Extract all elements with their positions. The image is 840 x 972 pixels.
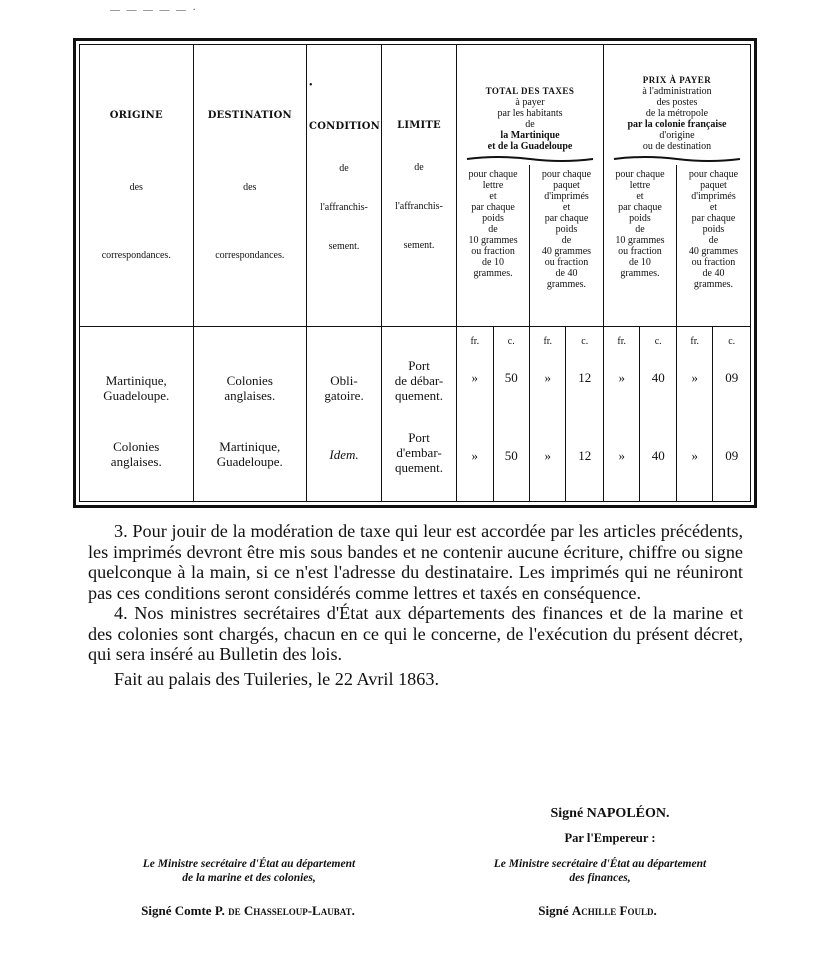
- cell-origine: Martinique, Guadeloupe.: [80, 355, 194, 403]
- subheader-total-paquet: pour chaque paquet d'imprimés et par chaque poids de 40 grammes ou fraction de 40 grammes.: [530, 165, 604, 327]
- header-origine: ORIGINE des correspondances.: [80, 45, 194, 327]
- signature-napoleon: Signé NAPOLÉON.: [550, 806, 670, 821]
- unit-c: c.: [640, 327, 676, 356]
- cell-value: »: [457, 355, 493, 403]
- unit-c: c.: [566, 327, 604, 356]
- unit-fr: fr.: [530, 327, 566, 356]
- tariff-table-frame: [73, 38, 757, 508]
- unit-fr: fr.: [603, 327, 639, 356]
- decree-body: [88, 521, 743, 689]
- cell-destination: Colonies anglaises.: [193, 355, 307, 403]
- ornament-wave: [465, 155, 595, 163]
- fait-au-palais: Fait au palais des Tuileries, le 22 Avril 1863.: [114, 668, 439, 689]
- tariff-table: [79, 44, 751, 502]
- header-prix-a-payer: PRIX À PAYER à l'administration des postes de la métropole par la colonie française d'origine ou de destination: [603, 45, 750, 165]
- table-row: [80, 355, 751, 403]
- unit-c: c.: [493, 327, 529, 356]
- minister-finances-title: Le Ministre secrétaire d'État au département des finances,: [493, 858, 707, 884]
- cell-limite: Port de débar- quement.: [382, 355, 457, 403]
- cell-value: »: [676, 403, 712, 502]
- signature-achille-fould: Signé Achille Fould.: [538, 903, 657, 918]
- cell-value: »: [603, 403, 639, 502]
- cell-value: 12: [566, 403, 604, 502]
- cell-value: 09: [713, 355, 751, 403]
- top-cut-text: — — — — — ·: [110, 6, 198, 16]
- cell-limite: Port d'embar- quement.: [382, 403, 457, 502]
- units-row: [80, 327, 751, 356]
- cell-value: 50: [493, 403, 529, 502]
- cell-value: 09: [713, 403, 751, 502]
- header-condition: • CONDITION de l'affranchis- sement.: [307, 45, 382, 327]
- header-destination: DESTINATION des correspondances.: [193, 45, 307, 327]
- cell-value: 50: [493, 355, 529, 403]
- cell-value: »: [530, 403, 566, 502]
- ornament-wave: [612, 155, 742, 163]
- unit-c: c.: [713, 327, 751, 356]
- cell-origine: Colonies anglaises.: [80, 403, 194, 502]
- signature-chasseloup-laubat: Signé Comte P. de Chasseloup-Laubat.: [141, 903, 355, 918]
- subheader-prix-paquet: pour chaque paquet d'imprimés et par chaque poids de 40 grammes ou fraction de 40 grammes.: [676, 165, 750, 327]
- cell-value: 40: [640, 355, 676, 403]
- minister-marine-title: Le Ministre secrétaire d'État au département de la marine et des colonies,: [142, 858, 356, 884]
- article-4: 4. Nos ministres secrétaires d'État aux départements des finances et de la marine et des colonies sont chargés, chacun en ce qui le concerne, de l'exécution du présent décret, qui sera inséré au Bulletin des lois.: [88, 603, 743, 664]
- cell-value: 40: [640, 403, 676, 502]
- header-total-taxes: TOTAL DES TAXES à payer par les habitants de la Martinique et de la Guadeloupe: [457, 45, 604, 165]
- cell-condition: Obli- gatoire.: [307, 355, 382, 403]
- cell-value: »: [457, 403, 493, 502]
- cell-value: »: [603, 355, 639, 403]
- par-l-empereur: Par l'Empereur :: [564, 831, 656, 845]
- cell-condition: Idem.: [307, 403, 382, 502]
- cell-value: 12: [566, 355, 604, 403]
- subheader-total-lettre: pour chaque lettre et par chaque poids de 10 grammes ou fraction de 10 grammes.: [457, 165, 530, 327]
- subheader-prix-lettre: pour chaque lettre et par chaque poids de 10 grammes ou fraction de 10 grammes.: [603, 165, 676, 327]
- article-3: 3. Pour jouir de la modération de taxe qui leur est accordée par les articles précédents, les imprimés devront être mis sous bandes et ne contenir aucune écriture, chiffre ou signe quelconque à la main, si ce n'est l'adresse du destinataire. Les imprimés qui ne réuniront pas ces conditions seront considérés comme lettres et taxés en conséquence.: [88, 521, 743, 603]
- cell-value: »: [676, 355, 712, 403]
- cell-value: »: [530, 355, 566, 403]
- unit-fr: fr.: [676, 327, 712, 356]
- table-row: [80, 403, 751, 502]
- header-limite: LIMITE de l'affranchis- sement.: [382, 45, 457, 327]
- cell-destination: Martinique, Guadeloupe.: [193, 403, 307, 502]
- unit-fr: fr.: [457, 327, 493, 356]
